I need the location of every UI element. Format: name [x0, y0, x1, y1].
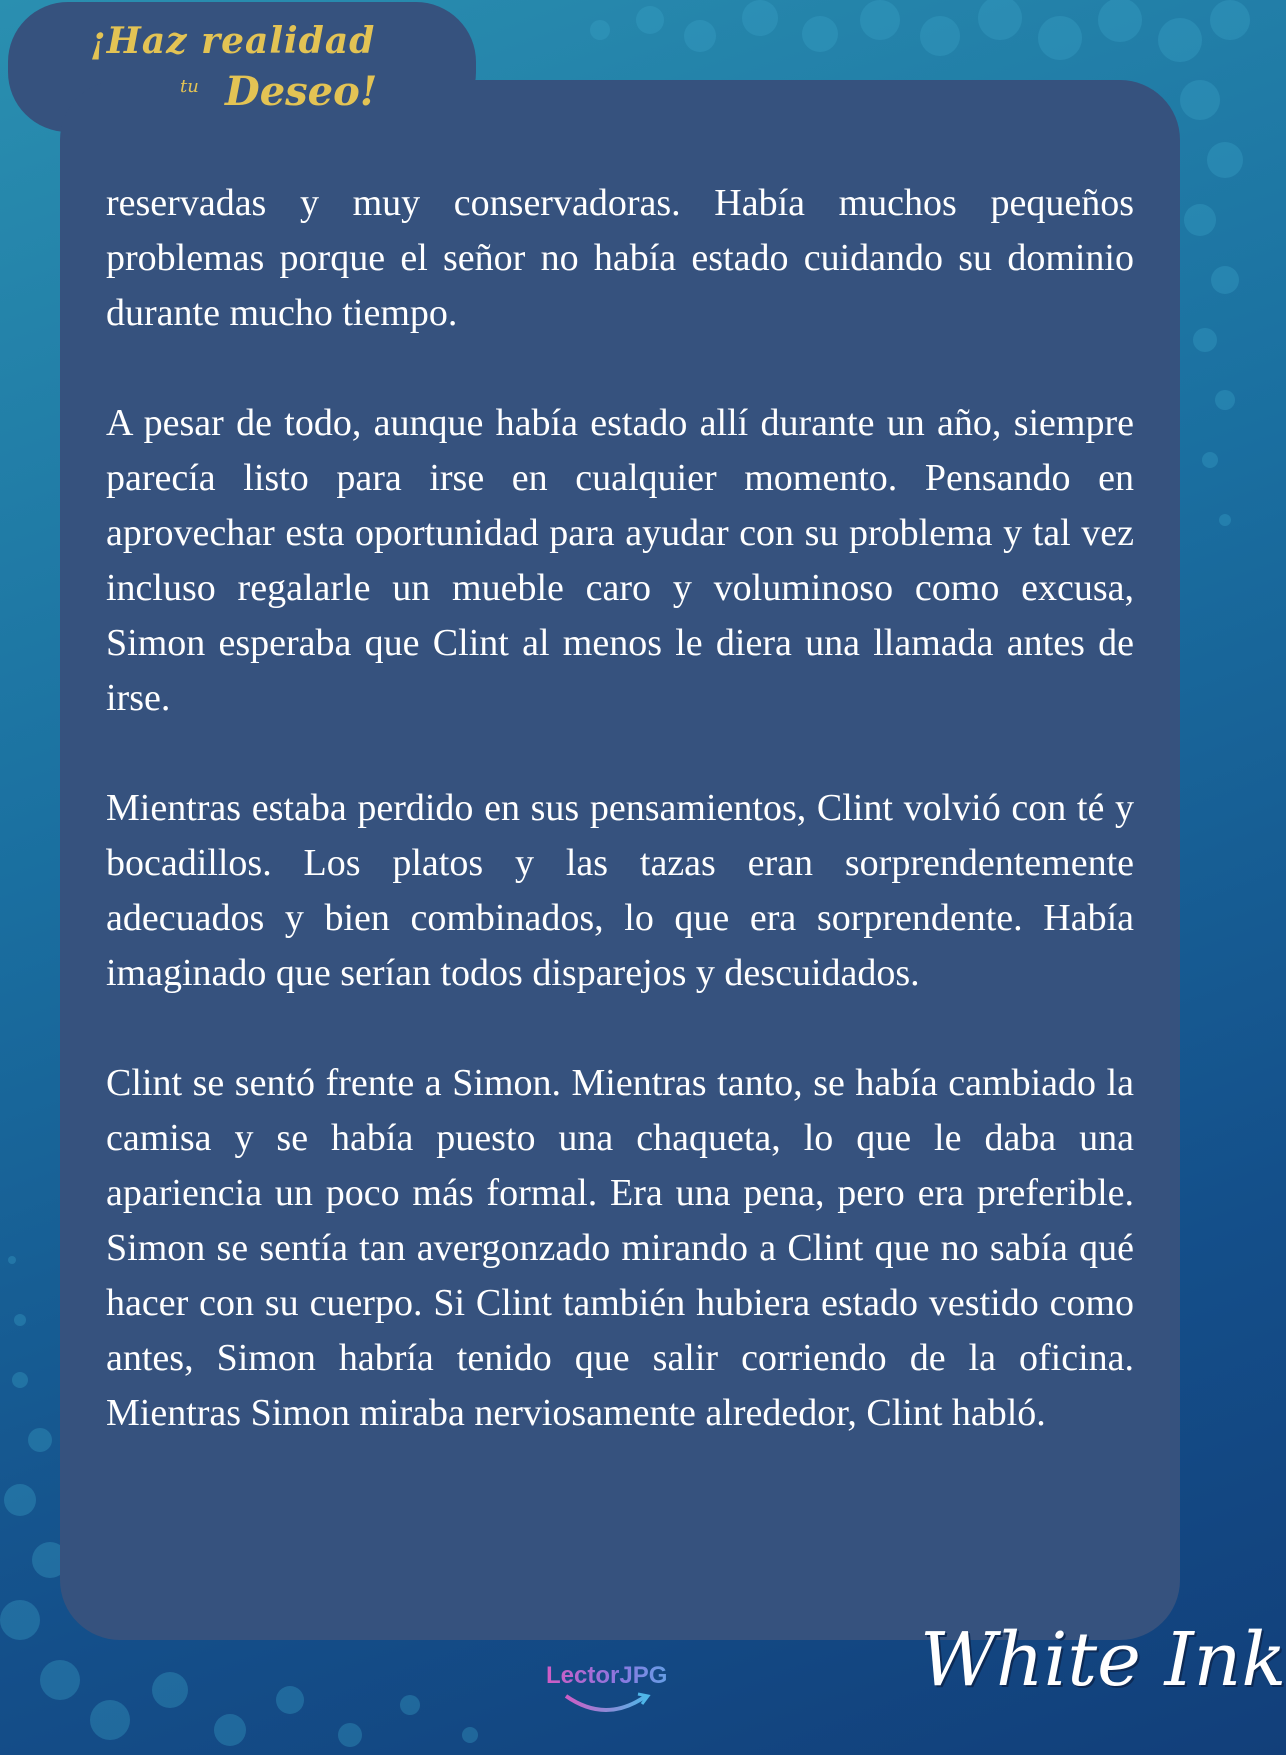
logo-line-1: ¡Haz realidad — [90, 20, 376, 62]
logo-line-3: Deseo! — [225, 68, 378, 115]
paragraph: Mientras estaba perdido en sus pensamientos, Clint volvió con té y bocadillos. Los platos y las tazas eran sorprendentemente adecuados y bien combinados, lo que era sorprendente. Había imaginado que serían todos disparejos y descuidados. — [106, 787, 1134, 994]
wish-logo — [90, 14, 390, 124]
watermark-smile-icon — [546, 1690, 656, 1720]
paragraph: Clint se sentó frente a Simon. Mientras tanto, se había cambiado la camisa y se había puesto una chaqueta, lo que le daba una apariencia un poco más formal. Era una pena, pero era preferible. Simon se sentía tan avergonzado mirando a Clint que no sabía qué hacer con su cuerpo. Si Clint también hubiera estado vestido como antes, Simon habría tenido que salir corriendo de la oficina. Mientras Simon miraba nerviosamente alrededor, Clint habló. — [106, 1062, 1134, 1434]
signature: White Ink — [920, 1617, 1286, 1703]
watermark-text: LectorJPG — [546, 1662, 696, 1690]
story-text — [106, 176, 1134, 1496]
paragraph: reservadas y muy conservadoras. Había muchos pequeños problemas porque el señor no había estado cuidando su dominio durante mucho tiempo. — [106, 182, 1134, 334]
paragraph: A pesar de todo, aunque había estado allí durante un año, siempre parecía listo para irse en cualquier momento. Pensando en aprovechar esta oportunidad para ayudar con su problema y tal vez incluso regalarle un mueble caro y voluminoso como excusa, Simon esperaba que Clint al menos le diera una llamada antes de irse. — [106, 402, 1134, 719]
watermark-logo — [546, 1662, 696, 1732]
logo-line-2: tu — [180, 76, 199, 97]
